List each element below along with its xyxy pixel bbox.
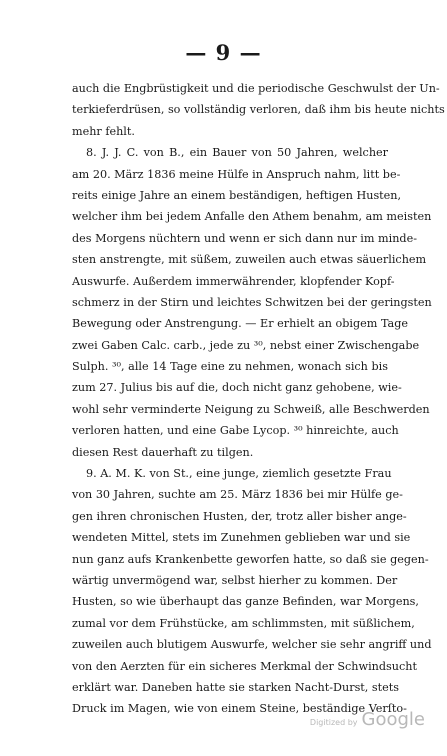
text-line: Bewegung oder Anstrengung. — Er erhielt an obigem Tage (72, 317, 409, 331)
text-line: wärtig unvermögend war, selbst hierher zu kommen. Der (72, 573, 398, 587)
text-line: auch die Engbrüstigkeit und die periodische Geschwulst der Un- (72, 82, 440, 95)
text-line: Husten, so wie überhaupt das ganze Befinden, war Morgens, (72, 595, 419, 609)
text-line: erklärt war. Daneben hatte sie starken Nacht-Durst, stets (72, 680, 400, 694)
text-line: Auswurfe. Außerdem immerwährender, klopfender Kopf- (72, 274, 395, 288)
text-line: wendeten Mittel, stets im Zunehmen geblieben war und sie (72, 531, 411, 545)
digitized-watermark (310, 709, 425, 730)
watermark-logo: Google (361, 709, 425, 730)
text-line: zum 27. Julius bis auf die, doch nicht ganz gehobene, wie- (72, 381, 402, 395)
watermark-prefix: Digitized by (309, 718, 358, 727)
text-line: von den Aerzten für ein sicheres Merkmal der Schwindsucht (72, 659, 417, 673)
paragraph-9-start: 9. A. M. K. von St., eine junge, ziemlich gesetzte Frau (86, 467, 392, 481)
text-line: zuweilen auch blutigem Auswurfe, welcher sie sehr angriff und (72, 638, 432, 652)
text-line: Sulph. ³⁰, alle 14 Tage eine zu nehmen, wonach sich bis (72, 360, 388, 374)
text-line: reits einige Jahre an einem beständigen, heftigen Husten, (72, 188, 402, 202)
text-line: welcher ihm bei jedem Anfalle den Athem benahm, am meisten (72, 210, 432, 224)
text-line: am 20. März 1836 meine Hülfe in Anspruch nahm, litt be- (72, 167, 401, 181)
text-line: zumal vor dem Frühstücke, am schlimmsten, mit süßlichem, (72, 616, 415, 630)
text-line: zwei Gaben Calc. carb., jede zu ³⁰, nebst einer Zwischengabe (72, 338, 420, 352)
page-number: — 9 — (185, 40, 262, 65)
text-line: von 30 Jahren, suchte am 25. März 1836 bei mir Hülfe ge- (72, 488, 403, 502)
text-line: Druck im Magen, wie von einem Steine, beständige Verſto- (72, 702, 407, 716)
text-line: gen ihren chronischen Husten, der, trotz aller bisher ange- (72, 509, 407, 523)
text-line: mehr fehlt. (72, 124, 135, 138)
text-line: sten anstrengte, mit süßem, zuweilen auch etwas säuerlichem (72, 253, 427, 267)
text-line: terkieferdrüsen, so vollständig verloren, daß ihm bis heute nichts (72, 103, 445, 117)
text-line: wohl sehr verminderte Neigung zu Schweiß, alle Beschwerden (72, 402, 430, 416)
text-line: diesen Rest dauerhaft zu tilgen. (72, 445, 254, 459)
text-line: schmerz in der Stirn und leichtes Schwitzen bei der geringsten (72, 295, 432, 309)
text-line: des Morgens nüchtern und wenn er sich dann nur im minde- (72, 231, 417, 245)
paragraph-8-start: 8. J. J. C. von B., ein Bauer von 50 Jahren, welcher (86, 146, 388, 160)
text-line: verloren hatten, und eine Gabe Lycop. ³⁰ hinreichte, auch (72, 424, 399, 438)
text-line: nun ganz aufs Krankenbette geworfen hatte, so daß sie gegen- (72, 552, 429, 566)
